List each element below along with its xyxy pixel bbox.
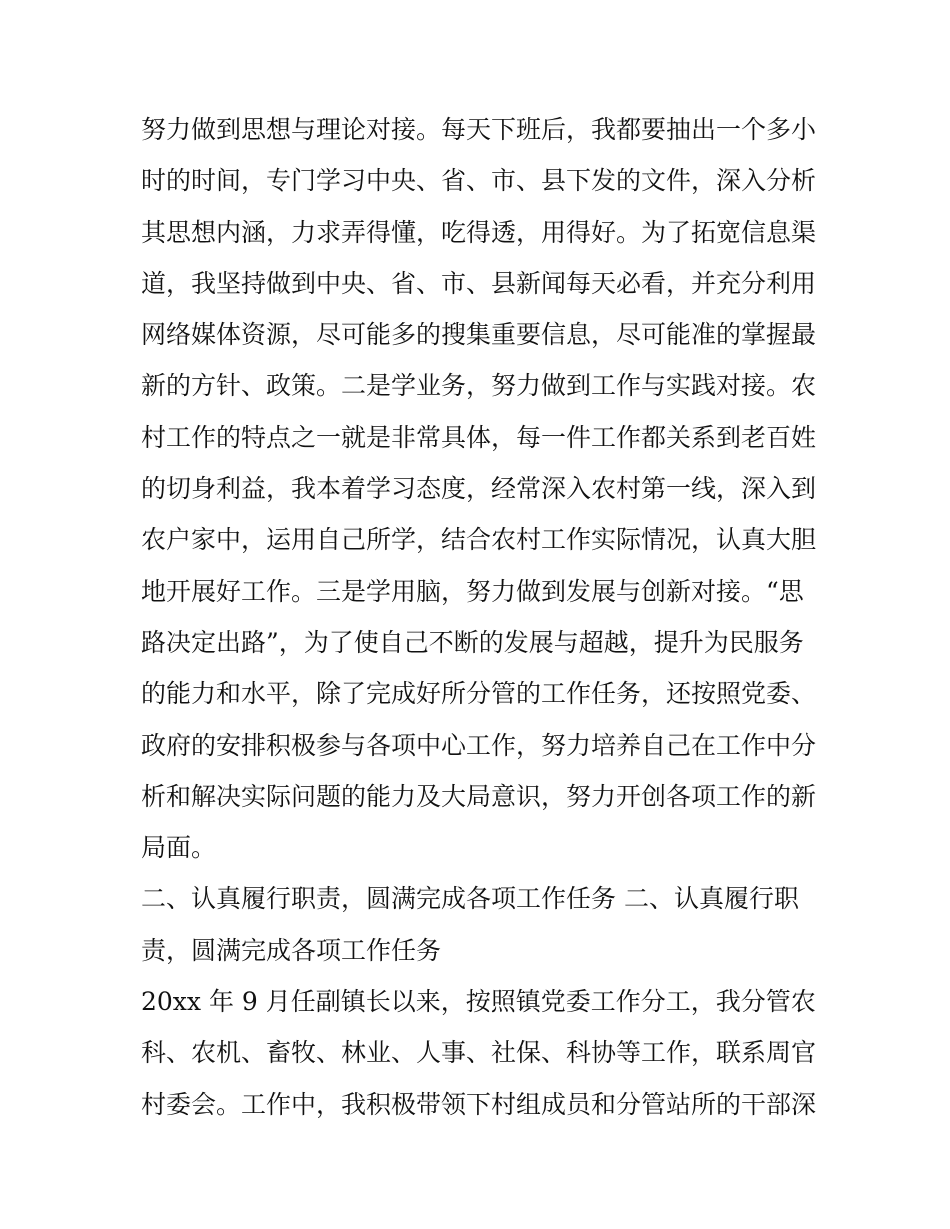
text-line: 政府的安排积极参与各项中心工作，努力培养自己在工作中分 [141,730,817,760]
text-line: 农户家中，运用自己所学，结合农村工作实际情况，认真大胆 [141,525,817,555]
text-line: 新的方针、政策。二是学业务，努力做到工作与实践对接。农 [141,371,817,401]
text-line: 析和解决实际问题的能力及大局意识，努力开创各项工作的新 [141,781,817,811]
text-line: 村工作的特点之一就是非常具体，每一件工作都关系到老百姓 [141,422,817,452]
text-line: 路决定出路”，为了使自己不断的发展与超越，提升为民服务 [141,627,804,657]
text-line: 其思想内涵，力求弄得懂，吃得透，用得好。为了拓宽信息渠 [141,217,817,247]
text-line: 20xx 年 9 月任副镇长以来，按照镇党委工作分工，我分管农 [141,987,816,1017]
text-line: 科、农机、畜牧、林业、人事、社保、科协等工作，联系周官 [141,1038,817,1068]
text-line: 的切身利益，我本着学习态度，经常深入农村第一线，深入到 [141,474,817,504]
text-line: 局面。 [141,833,217,863]
text-line: 努力做到思想与理论对接。每天下班后，我都要抽出一个多小 [141,115,817,144]
text-line: 地开展好工作。三是学用脑，努力做到发展与创新对接。“思 [141,576,804,606]
text-line: 时的时间，专门学习中央、省、市、县下发的文件，深入分析 [141,166,817,196]
text-line: 网络媒体资源，尽可能多的搜集重要信息，尽可能准的掌握最 [141,320,817,350]
text-line: 道，我坚持做到中央、省、市、县新闻每天必看，并充分利用 [141,268,817,298]
section-heading-line: 二、认真履行职责，圆满完成各项工作任务 二、认真履行职 [141,884,799,914]
text-line: 的能力和水平，除了完成好所分管的工作任务，还按照党委、 [141,679,817,709]
section-heading-line: 责，圆满完成各项工作任务 [141,935,442,965]
document-body-text [141,104,831,1130]
text-line: 村委会。工作中，我积极带领下村组成员和分管站所的干部深 [141,1089,817,1119]
